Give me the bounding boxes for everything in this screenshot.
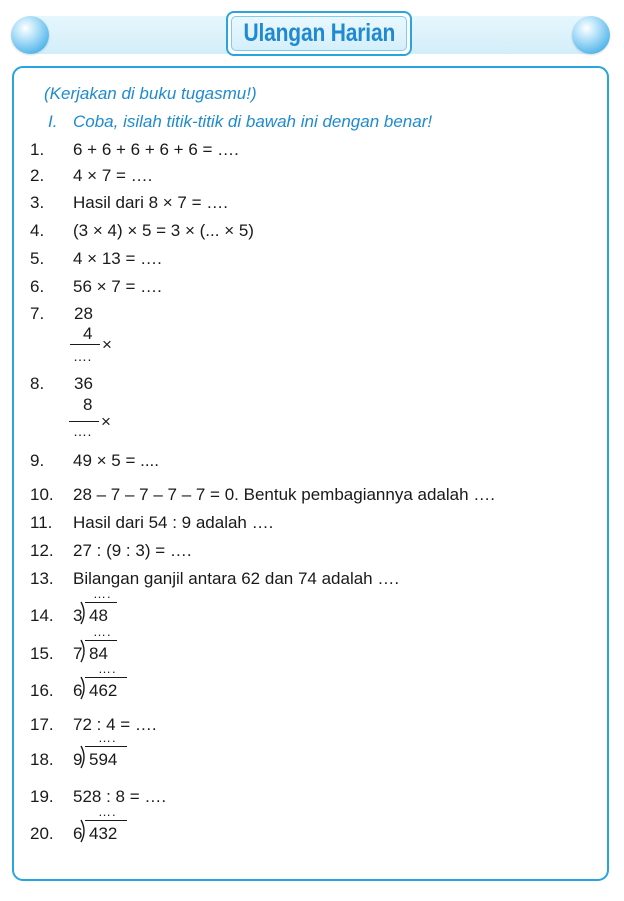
question-text: 72 : 4 = …. [73,715,157,734]
decorative-bubble-icon [572,16,610,54]
decorative-bubble-icon [11,16,49,54]
question-number: 9. [30,451,45,470]
result-line [70,344,100,345]
page-title: Ulangan Harian [243,19,395,47]
question-text: 49 × 5 = .... [73,451,160,470]
question-number: 17. [30,715,54,734]
question-number: 13. [30,569,54,588]
divisor: 3 [73,606,83,625]
divisor: 6 [73,681,83,700]
divisor: 9 [73,750,83,769]
long-division [73,804,143,846]
multiply-sign: × [102,335,112,354]
long-division [73,661,143,703]
dividend: 594 [89,750,118,769]
answer-blank: …. [98,730,117,745]
question-number: 4. [30,221,45,240]
multiplier: 8 [83,395,93,414]
long-division [73,730,143,772]
question-number: 8. [30,374,45,393]
question-text: 28 – 7 – 7 – 7 – 7 = 0. Bentuk pembagiannya adalah …. [73,485,496,504]
answer-blank: …. [93,624,112,639]
question-number: 11. [30,513,53,532]
question-number: 5. [30,249,45,268]
dividend: 462 [89,681,118,700]
section-instruction: Coba, isilah titik-titik di bawah ini dengan benar! [73,112,433,131]
question-text: 56 × 7 = …. [73,277,162,296]
multiplier: 4 [83,324,93,343]
answer-blank: …. [98,804,117,819]
question-number: 15. [30,644,54,663]
dividend: 84 [89,644,108,663]
question-number: 12. [30,541,54,560]
question-text: 4 × 7 = …. [73,166,153,185]
multiplicand: 36 [74,374,93,393]
multiplicand: 28 [74,304,93,323]
question-number: 16. [30,681,54,700]
question-text: Hasil dari 54 : 9 adalah …. [73,513,274,532]
answer-blank: …. [98,661,117,676]
answer-blank: …. [73,423,92,439]
question-text: 6 + 6 + 6 + 6 + 6 = …. [73,140,239,159]
question-number: 20. [30,824,54,843]
question-text: 27 : (9 : 3) = …. [73,541,192,560]
dividend: 48 [89,606,108,625]
question-number: 3. [30,193,45,212]
question-number: 18. [30,750,54,769]
answer-blank: …. [73,348,92,364]
question-number: 10. [30,485,54,504]
question-text: 528 : 8 = …. [73,787,167,806]
question-number: 6. [30,277,45,296]
question-number: 14. [30,606,54,625]
divisor: 7 [73,644,83,663]
long-division [73,586,133,628]
question-number: 1. [30,140,45,159]
question-number: 7. [30,304,45,323]
instruction: (Kerjakan di buku tugasmu!) [44,84,257,103]
answer-blank: …. [93,586,112,601]
multiply-sign: × [101,412,111,431]
result-line [69,421,99,422]
question-number: 2. [30,166,45,185]
dividend: 432 [89,824,118,843]
question-text: Hasil dari 8 × 7 = …. [73,193,228,212]
question-number: 19. [30,787,54,806]
title-box [226,11,412,56]
question-text: 4 × 13 = …. [73,249,162,268]
question-text: (3 × 4) × 5 = 3 × (... × 5) [73,221,254,240]
section-label: I. [48,112,58,131]
question-text: Bilangan ganjil antara 62 dan 74 adalah …. [73,569,400,588]
divisor: 6 [73,824,83,843]
